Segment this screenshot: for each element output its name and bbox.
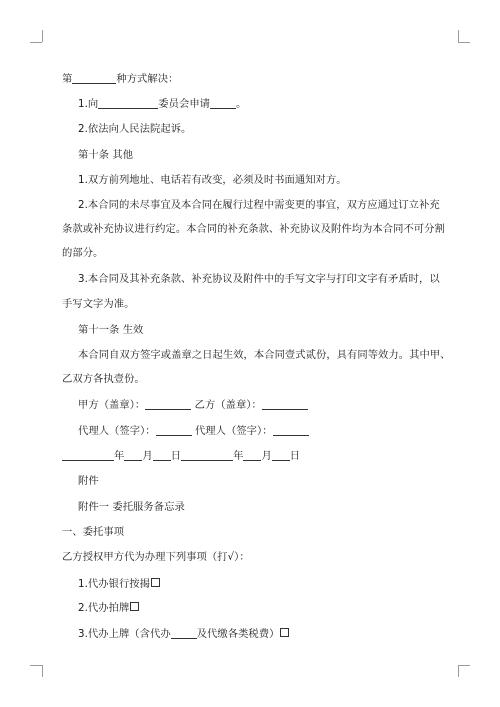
clause-2-end <box>62 246 103 260</box>
text-run: 条款或补充协议进行约定。本合同的补充条款、补充协议及附件均为本合同不可分割 <box>62 223 445 235</box>
method-line <box>62 72 178 86</box>
text-run: 。 <box>236 98 247 110</box>
text-run: 附件 <box>78 475 99 487</box>
fill-in-blank <box>262 398 308 410</box>
option-1-line <box>78 97 246 111</box>
fill-in-blank <box>124 449 142 461</box>
text-run: 第 <box>62 73 73 85</box>
text-run: 年 <box>114 450 125 462</box>
fill-in-blank <box>98 97 158 109</box>
text-run: 种方式解决： <box>116 73 179 85</box>
text-run: 日 <box>289 450 301 462</box>
checkbox-square <box>280 628 289 637</box>
text-run: 1.双方前列地址、电话若有改变，必须及时书面通知对方。 <box>78 174 347 186</box>
fill-in-blank <box>273 424 309 436</box>
text-run: 3.代办上牌（含代办 <box>78 628 171 640</box>
clause-1-line <box>78 173 347 187</box>
effect-end <box>62 372 145 386</box>
clause-3-end <box>62 297 134 311</box>
fill-in-blank <box>272 449 290 461</box>
item-3-line <box>78 627 289 641</box>
seal-line <box>78 398 308 412</box>
text-run: 月 <box>142 450 153 462</box>
text-run: 一、委托事项 <box>62 526 125 538</box>
text-run: 日 <box>170 450 182 462</box>
text-run: 乙双方各执壹份。 <box>62 373 145 385</box>
fill-in-blank <box>156 424 192 436</box>
text-run: 手写文字为准。 <box>62 298 135 310</box>
attachment-1-title <box>78 500 185 514</box>
fill-in-blank <box>62 449 114 461</box>
text-run: 2.代办拍牌 <box>78 602 130 614</box>
checkbox-square <box>130 602 139 611</box>
text-run: 委员会申请 <box>158 98 211 110</box>
attachment-heading <box>78 474 99 488</box>
text-run: 1.向 <box>78 98 99 110</box>
fill-in-blank <box>181 449 233 461</box>
text-run: 附件一 委托服务备忘录 <box>78 501 185 513</box>
text-run: 代理人（签字）： <box>78 425 156 437</box>
clause-2-line <box>78 198 440 212</box>
fill-in-blank <box>145 398 191 410</box>
text-run: 2.本合同的未尽事宜及本合同在履行过程中需变更的事宜，双方应通过订立补充 <box>78 199 440 211</box>
date-line <box>62 449 300 463</box>
text-run: 乙方（盖章）： <box>191 399 262 411</box>
section-1-heading <box>62 525 124 539</box>
agent-line <box>78 424 309 438</box>
item-2-line <box>78 601 139 615</box>
option-2-line <box>78 122 191 136</box>
article-10-title <box>78 148 133 162</box>
text-run: 月 <box>261 450 272 462</box>
text-run: 甲方（盖章）： <box>78 399 146 411</box>
article-11-title <box>78 323 143 337</box>
text-run: 第十条 其他 <box>78 149 134 161</box>
text-run: 及代缴各类税费） <box>196 628 280 640</box>
text-run: 2.依法向人民法院起诉。 <box>78 123 192 135</box>
fill-in-blank <box>72 72 116 84</box>
effect-line <box>78 348 451 362</box>
authorization-line <box>62 550 250 564</box>
fill-in-blank <box>153 449 171 461</box>
text-run: 1.代办银行按揭 <box>78 578 151 590</box>
checkbox-square <box>151 578 160 587</box>
text-run: 本合同自双方签字或盖章之日起生效，本合同壹式贰份，具有同等效力。其中甲、 <box>78 349 451 361</box>
clause-3-line <box>78 272 440 286</box>
fill-in-blank <box>171 627 197 639</box>
text-run: 3.本合同及其补充条款、补充协议及附件中的手写文字与打印文字有矛盾时，以 <box>78 273 440 285</box>
clause-2-cont <box>62 222 445 236</box>
text-run: 第十一条 生效 <box>78 324 144 336</box>
text-run: 乙方授权甲方代为办理下列事项（打√）： <box>62 551 250 563</box>
item-1-line <box>78 577 160 591</box>
text-run: 年 <box>233 450 244 462</box>
text-run: 代理人（签字）： <box>191 425 273 437</box>
fill-in-blank <box>210 97 236 109</box>
text-run: 的部分。 <box>62 247 104 259</box>
fill-in-blank <box>243 449 261 461</box>
